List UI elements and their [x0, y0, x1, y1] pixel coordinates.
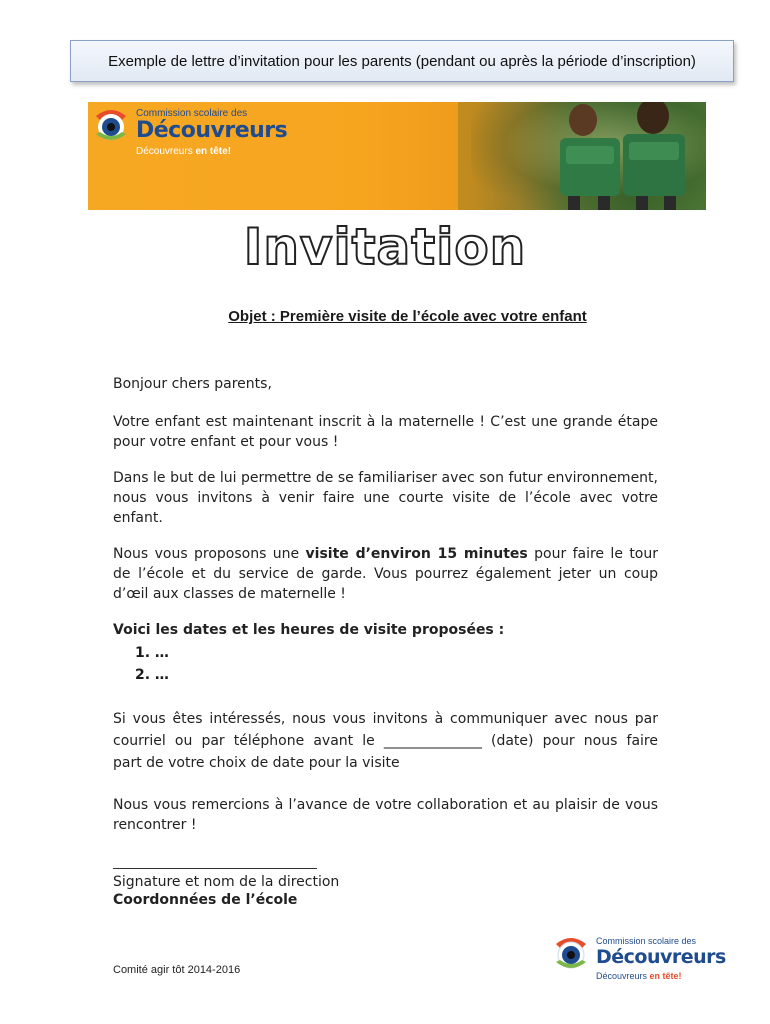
list-item: 2. … — [135, 667, 169, 683]
greeting: Bonjour chers parents, — [113, 376, 272, 392]
subject-line: Objet : Première visite de l’école avec votre enfant — [228, 308, 587, 325]
school-board-banner — [88, 102, 706, 210]
logo-tagline: Découvreurs en tête! — [596, 971, 682, 981]
page-title: Invitation — [243, 218, 527, 276]
eye-logo-icon — [92, 106, 130, 144]
list-item: 1. … — [135, 645, 169, 661]
footer-text: Comité agir tôt 2014-2016 — [113, 964, 241, 976]
logo-line1: Commission scolaire des — [596, 936, 697, 946]
header-banner — [70, 40, 734, 82]
logo-name: Découvreurs — [136, 118, 288, 143]
logo-name: Découvreurs — [596, 946, 726, 968]
paragraph-5: Nous vous remercions à l’avance de votre collaboration et au plaisir de vous rencontrer ! — [113, 797, 658, 833]
logo-line1: Commission scolaire des — [136, 108, 248, 119]
signature-line — [113, 868, 317, 869]
dates-heading: Voici les dates et les heures de visite proposées : — [113, 622, 505, 638]
visit-duration: visite d’environ 15 minutes — [305, 546, 528, 562]
paragraph-4: Si vous êtes intéressés, nous vous invitons à communiquer avec nous par courriel ou par téléphone avant le ______________ (date) pour nous faire part de votre choix de date pour la visite — [113, 711, 658, 771]
dates-list — [135, 642, 169, 686]
signature-label: Signature et nom de la direction — [113, 874, 340, 890]
header-text: Exemple de lettre d’invitation pour les parents (pendant ou après la période d’inscription) — [108, 52, 696, 70]
banner-logo — [92, 106, 287, 157]
footer-logo — [552, 934, 726, 981]
logo-tagline: Découvreurs en tête! — [136, 146, 232, 157]
eye-logo-icon — [552, 934, 590, 972]
paragraph-1: Votre enfant est maintenant inscrit à la maternelle ! C’est une grande étape pour votre enfant et pour vous ! — [113, 414, 658, 450]
paragraph-2: Dans le but de lui permettre de se familiariser avec son futur environnement, nous vous invitons à venir faire une courte visite de l’école avec votre enfant. — [113, 470, 658, 526]
paragraph-3: Nous vous proposons une visite d’environ 15 minutes pour faire le tour de l’école et du service de garde. Vous pourrez également jeter un coup d’œil aux classes de maternelle ! — [113, 546, 659, 602]
school-coordinates: Coordonnées de l’école — [113, 892, 298, 908]
children-backpacks-illustration — [458, 102, 706, 210]
